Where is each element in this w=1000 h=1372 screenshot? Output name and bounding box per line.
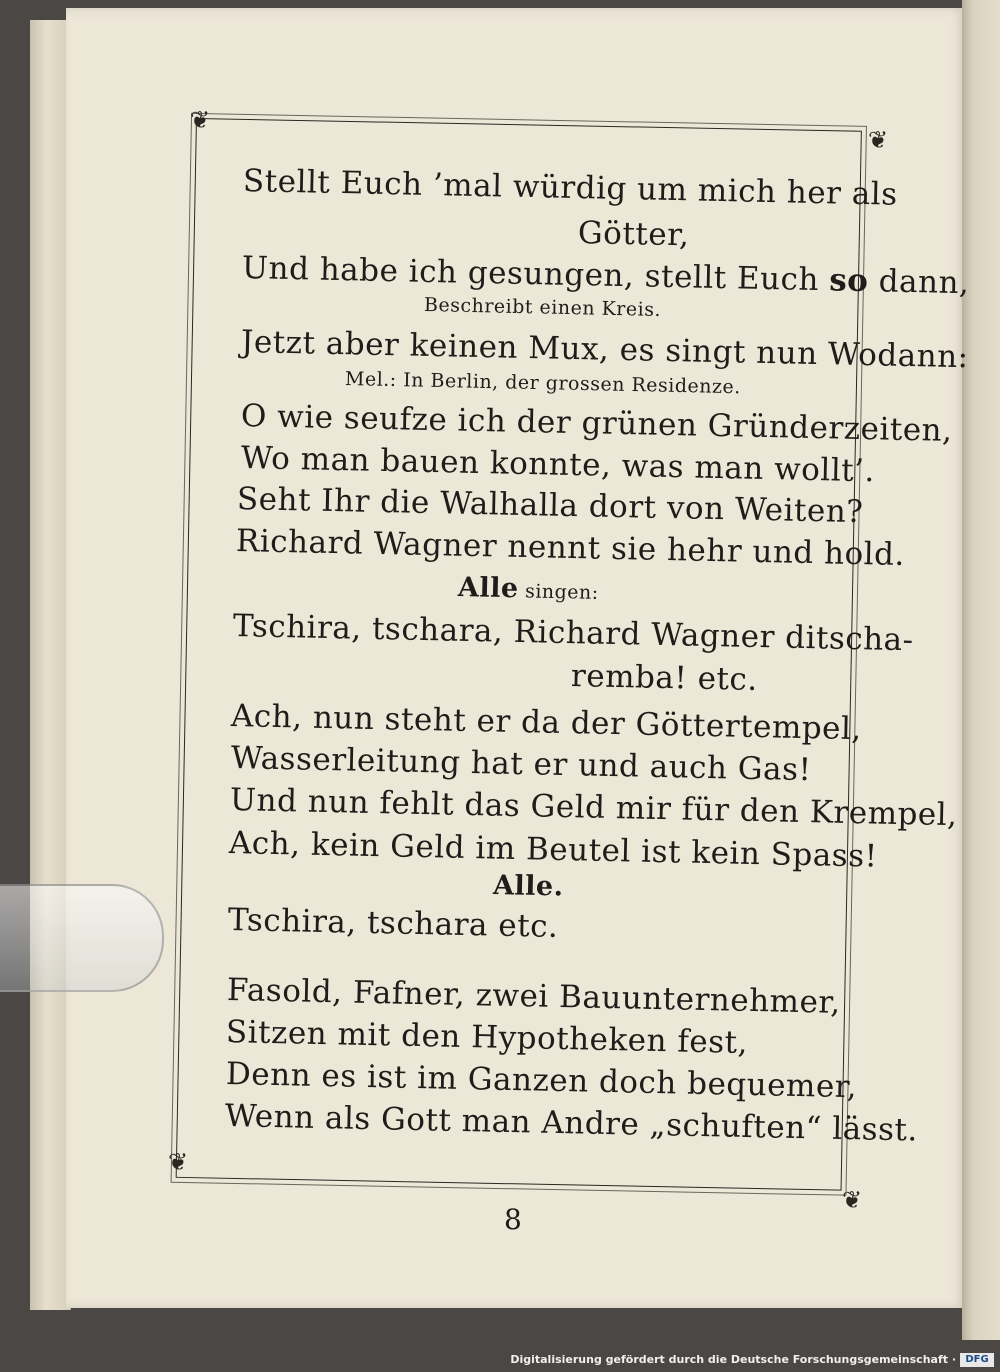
corner-ornament-icon: ❦ xyxy=(168,1148,189,1176)
verse-emphasis: so xyxy=(828,262,869,300)
verse-text: dann, xyxy=(868,263,970,302)
dfg-logo-icon: DFG xyxy=(960,1353,994,1367)
verse-line: Wasserleitung hat er und auch Gas! xyxy=(230,740,812,789)
footer-bar xyxy=(0,1340,1000,1372)
verse-line: remba! etc. xyxy=(570,658,759,698)
corner-ornament-icon: ❦ xyxy=(868,126,889,154)
verse-line xyxy=(242,250,970,301)
verse-line: Sitzen mit den Hypotheken fest, xyxy=(225,1014,749,1061)
verse-line: Tschira, tschara etc. xyxy=(227,902,559,945)
verse-line: Wo man bauen konnte, was man wollt’. xyxy=(240,440,876,490)
verse-text: Und habe ich gesungen, stellt Euch xyxy=(241,250,830,299)
verse-line: Fasold, Fafner, zwei Bauunternehmer, xyxy=(226,972,842,1021)
verse-line: Götter, xyxy=(577,215,690,254)
corner-ornament-icon: ❦ xyxy=(842,1186,863,1214)
verse-line: O wie seufze ich der grünen Gründerzeiten, xyxy=(240,398,953,449)
chorus-label: Alle. xyxy=(492,870,564,903)
verse-line: Denn es ist im Ganzen doch bequemer, xyxy=(225,1056,858,1106)
melody-note: Mel.: In Berlin, der grossen Residenze. xyxy=(344,368,742,399)
verse-line: Und nun fehlt das Geld mir für den Krempel, xyxy=(229,782,958,834)
page-clip-tab xyxy=(0,884,164,992)
verse-line: Richard Wagner nennt sie hehr und hold. xyxy=(235,523,906,574)
verse-line: Wenn als Gott man Andre „schuften“ lässt. xyxy=(224,1098,919,1149)
corner-ornament-icon: ❦ xyxy=(190,106,211,134)
verse-line: Seht Ihr die Walhalla dort von Weiten? xyxy=(236,481,864,531)
verse-line: Ach, kein Geld im Beutel ist kein Spass! xyxy=(228,825,878,875)
verse-line: Tschira, tschara, Richard Wagner ditscha- xyxy=(232,608,914,659)
chorus-label: Alle xyxy=(457,572,519,605)
chorus-direction: singen: xyxy=(518,580,599,604)
footer-credit: Digitalisierung gefördert durch die Deutsche Forschungsgemeinschaft · xyxy=(510,1353,956,1366)
stage-direction: Beschreibt einen Kreis. xyxy=(423,294,662,321)
page-number: 8 xyxy=(504,1203,522,1236)
verse-line: Jetzt aber keinen Mux, es singt nun Wodann: xyxy=(240,324,969,376)
verse-line: Stellt Euch ’mal würdig um mich her als xyxy=(242,163,898,213)
verse-line: Ach, nun steht er da der Göttertempel, xyxy=(230,698,863,748)
chorus-heading xyxy=(458,568,600,607)
